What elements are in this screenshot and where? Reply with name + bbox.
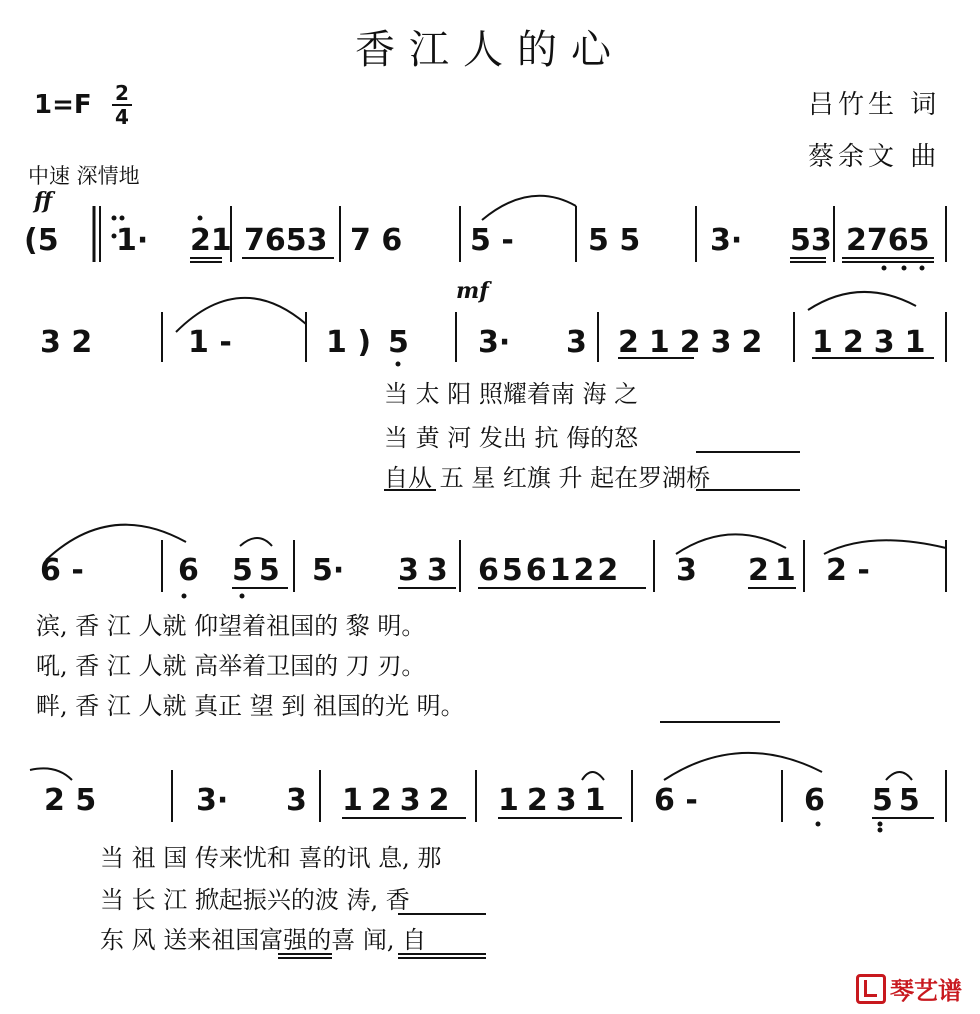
note-group: 21232 [618,325,773,360]
note-group: 1231 [498,783,614,818]
lyric-line: 当 太 阳 照耀着南 海 之 [384,380,639,408]
note-group: 1 ) [326,325,372,360]
note-group: 1232 [342,783,458,818]
lyric-line: 自从 五 星 红旗 升 起在罗湖桥 [384,464,711,492]
note-group: 3· [710,223,743,258]
note-group: 3 2 [40,325,93,360]
note-group: 6 [178,553,199,588]
note-group: 3 [286,783,307,818]
note-group: 6 - [654,783,698,818]
note-group: 3· [196,783,229,818]
note-group: 3 [676,553,697,588]
dynamic-mf: mf [456,278,489,304]
note-group: 21 [190,223,232,258]
lyric-line: 滨, 香 江 人就 仰望着祖国的 黎 明。 [36,612,426,640]
time-sig-top: 2 [112,82,132,106]
composer-credit: 蔡余文 曲 [808,142,941,172]
lyric-line: 吼, 香 江 人就 高举着卫国的 刀 刃。 [36,652,426,680]
note-group: 1231 [812,325,936,360]
note-group: 2765 [846,223,930,258]
note-group: 53 [790,223,832,258]
note-group: 21 [748,553,802,588]
note-group: 1 - [188,325,232,360]
lyric-line: 当 黄 河 发出 抗 侮的怒 [384,424,639,452]
intro-prefix: (5 [24,223,59,258]
tempo-marking: 中速 深情地 [28,164,140,188]
watermark-text: 琴艺谱 [890,977,962,1005]
note-group: 5 [388,325,409,360]
note-group: 3 [566,325,587,360]
lyric-line: 畔, 香 江 人就 真正 望 到 祖国的光 明。 [36,692,465,720]
note-group: 3· [478,325,511,360]
note-group: 6 - [40,553,84,588]
score-title: 香江人的心 [355,27,625,73]
note-group: 7 6 [350,223,403,258]
lyric-line: 东 风 送来祖国富强的喜 闻, 自 [100,926,427,954]
note-group: 2 5 [44,783,97,818]
note-group: 33 [398,553,456,588]
note-group: 2 - [826,553,870,588]
key-signature: 1=F [34,90,92,120]
note-group: 55 [232,553,286,588]
time-sig-bottom: 4 [115,105,129,129]
note-group: 5 - [470,223,514,258]
note-group: 5· [312,553,345,588]
lyricist-credit: 吕竹生 词 [808,90,941,120]
note-group: 6 [804,783,825,818]
note-group: 7653 [244,223,328,258]
note-group: 1· [116,223,149,258]
note-group: 656122 [478,553,622,588]
lyric-line: 当 祖 国 传来忧和 喜的讯 息, 那 [100,844,442,872]
note-group: 5 5 [588,223,641,258]
dynamic-ff: ff [34,188,53,214]
lyric-line: 当 长 江 掀起振兴的波 涛, 香 [100,886,410,914]
note-group: 55 [872,783,926,818]
